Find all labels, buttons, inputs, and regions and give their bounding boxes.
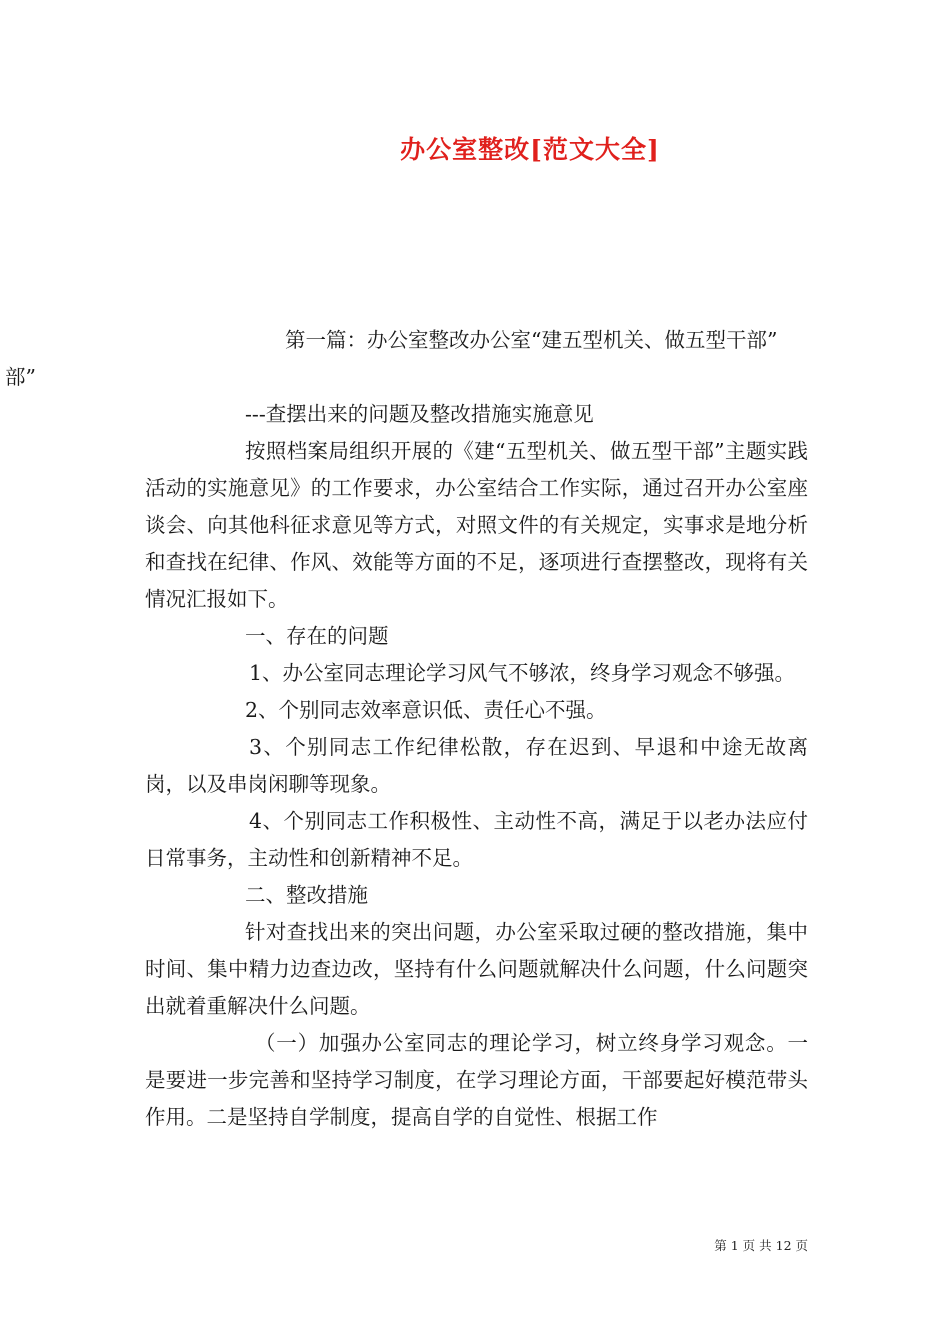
list-item: 2、个别同志效率意识低、责任心不强。 <box>245 698 607 722</box>
section-heading-measures: 二、整改措施 <box>245 883 368 907</box>
document-body <box>5 322 808 1136</box>
paragraph-subtitle: ---查摆出来的问题及整改措施实施意见 <box>245 402 594 426</box>
paragraph-measure-one: （一）加强办公室同志的理论学习，树立终身学习观念。一是要进一步完善和坚持学习制度，在学习理论方面，干部要起好模范带头作用。二是坚持自学制度，提高自学的自觉性、根据工作 <box>145 1031 808 1129</box>
paragraph-text-tail: 部” <box>5 365 36 389</box>
document-title: 办公室整改[范文大全] <box>400 135 660 164</box>
list-item: 3、个别同志工作纪律松散，存在迟到、早退和中途无故离岗，以及串岗闲聊等现象。 <box>145 735 808 796</box>
list-item: 1、办公室同志理论学习风气不够浓，终身学习观念不够强。 <box>249 661 796 685</box>
paragraph-intro: 按照档案局组织开展的《建“五型机关、做五型干部”主题实践活动的实施意见》的工作要求，办公室结合工作实际，通过召开办公室座谈会、向其他科征求意见等方式，对照文件的有关规定，实事求是地分析和查找在纪律、作风、效能等方面的不足，逐项进行查摆整改，现将有关情况汇报如下。 <box>145 439 808 611</box>
paragraph-heading-first <box>5 322 808 396</box>
list-item: 4、个别同志工作积极性、主动性不高，满足于以老办法应付日常事务，主动性和创新精神不足。 <box>145 809 808 870</box>
page-number: 第 1 页 共 12 页 <box>714 1238 808 1253</box>
paragraph-text: 第一篇：办公室整改办公室“建五型机关、做五型干部” <box>285 328 778 352</box>
section-heading-problems: 一、存在的问题 <box>245 624 389 648</box>
paragraph-measures-intro: 针对查找出来的突出问题，办公室采取过硬的整改措施，集中时间、集中精力边查边改，坚持有什么问题就解决什么问题，什么问题突出就着重解决什么问题。 <box>145 920 808 1018</box>
